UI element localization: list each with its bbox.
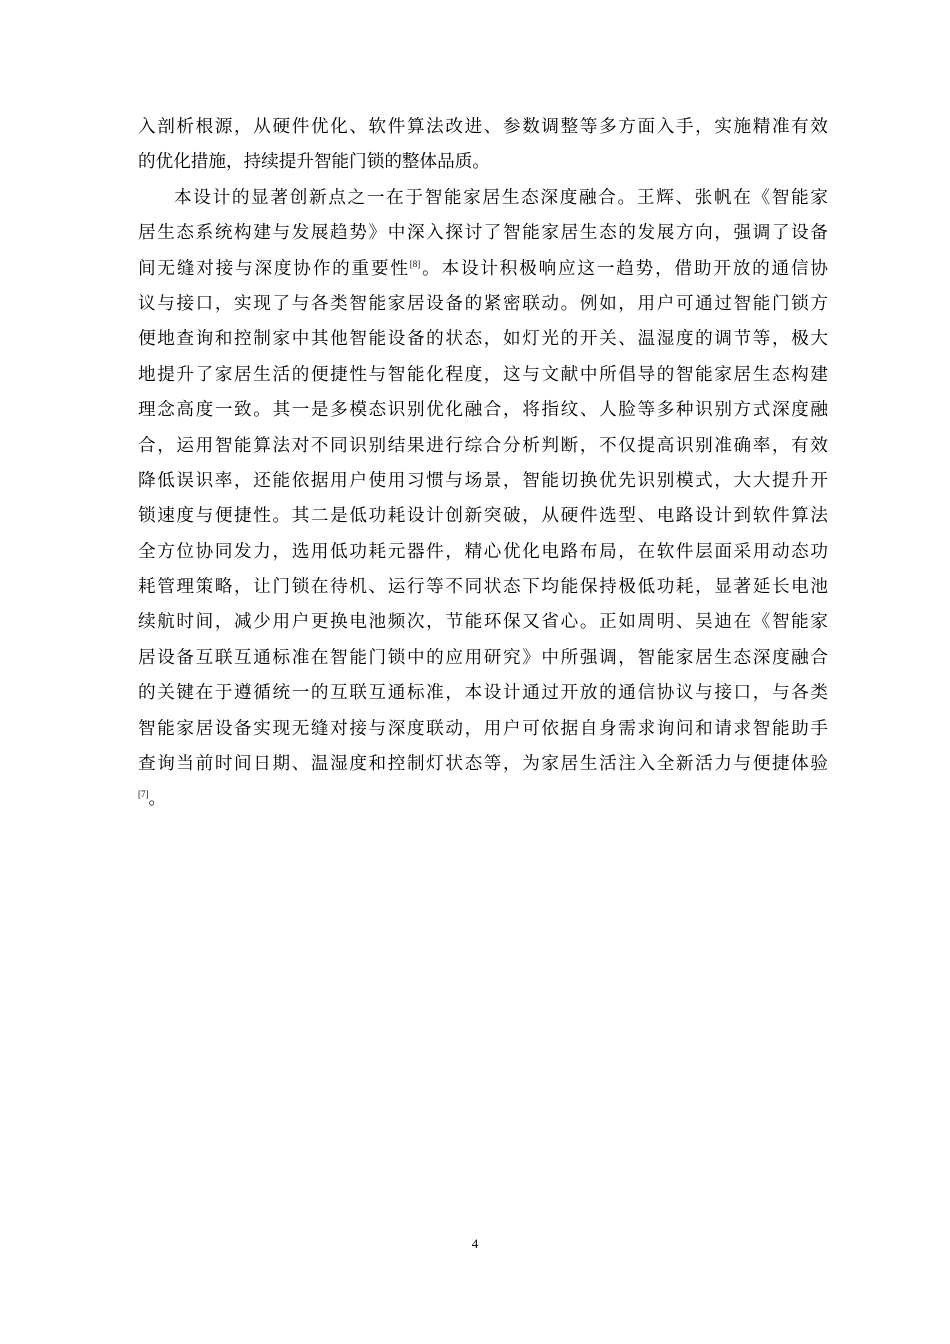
text-line: 降低误识率，还能依据用户使用习惯与场景，智能切换优先识别模式，大大提升开 bbox=[138, 470, 828, 491]
text-line: 的关键在于遵循统一的互联互通标准，本设计通过开放的通信协议与接口，与各类 bbox=[138, 683, 828, 704]
text-line: 理念高度一致。其一是多模态识别优化融合，将指纹、人脸等多种识别方式深度融 bbox=[138, 400, 828, 421]
text-line: 智能家居设备实现无缝对接与深度联动，用户可依据自身需求询问和请求智能助手 bbox=[138, 718, 828, 739]
text-line: 的优化措施，持续提升智能门锁的整体品质。 bbox=[138, 152, 490, 173]
text-line: 议与接口，实现了与各类智能家居设备的紧密联动。例如，用户可通过智能门锁方 bbox=[138, 293, 828, 314]
text-line: 便地查询和控制家中其他智能设备的状态，如灯光的开关、温湿度的调节等，极大 bbox=[138, 329, 828, 350]
text-line bbox=[138, 782, 828, 817]
text-line: 耗管理策略，让门锁在待机、运行等不同状态下均能保持极低功耗，显著延长电池 bbox=[138, 577, 828, 598]
paragraph-first-line: 本设计的显著创新点之一在于智能家居生态深度融合。王辉、张帆在《智能家 bbox=[174, 187, 828, 208]
text-line: 合，运用智能算法对不同识别结果进行综合分析判断，不仅提高识别准确率，有效 bbox=[138, 435, 828, 456]
text-line: 全方位协同发力，选用低功耗元器件，精心优化电路布局，在软件层面采用动态功 bbox=[138, 541, 828, 562]
text-line bbox=[138, 252, 828, 287]
citation-mark: [8] bbox=[409, 258, 421, 269]
text-line: 地提升了家居生活的便捷性与智能化程度，这与文献中所倡导的智能家居生态构建 bbox=[138, 364, 828, 385]
text-line: 查询当前时间日期、温湿度和控制灯状态等，为家居生活注入全新活力与便捷体验 bbox=[138, 754, 828, 775]
body-text bbox=[138, 110, 828, 818]
text-line: 锁速度与便捷性。其二是低功耗设计创新突破，从硬件选型、电路设计到软件算法 bbox=[138, 506, 828, 527]
text-segment: 间无缝对接与深度协作的重要性 bbox=[138, 258, 410, 279]
text-line: 居设备互联互通标准在智能门锁中的应用研究》中所强调，智能家居生态深度融合 bbox=[138, 647, 828, 668]
text-segment: 。本设计积极响应这一趋势，借助开放的通信协 bbox=[420, 258, 828, 279]
text-segment: 。 bbox=[148, 789, 167, 810]
page-number: 4 bbox=[471, 1236, 479, 1251]
text-line: 入剖析根源，从硬件优化、软件算法改进、参数调整等多方面入手，实施精准有效 bbox=[138, 117, 828, 137]
text-line: 续航时间，减少用户更换电池频次，节能环保又省心。正如周明、吴迪在《智能家 bbox=[138, 612, 828, 633]
citation-mark: [7] bbox=[138, 789, 149, 800]
text-line: 居生态系统构建与发展趋势》中深入探讨了智能家居生态的发展方向，强调了设备 bbox=[138, 223, 828, 244]
